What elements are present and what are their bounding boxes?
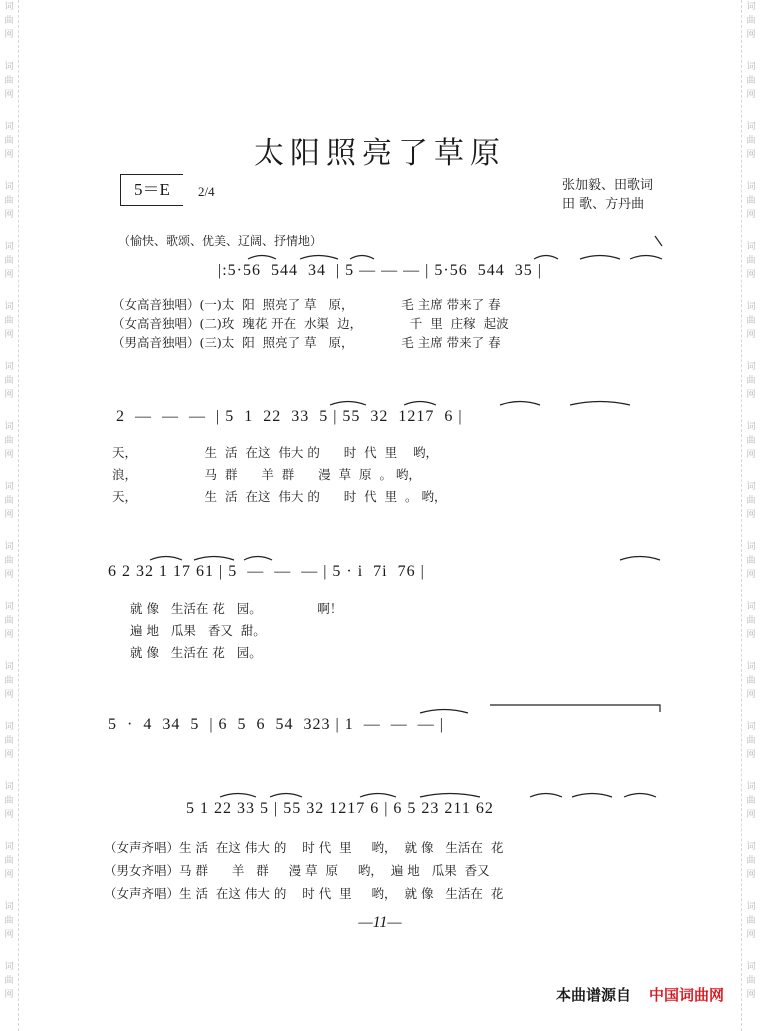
slur-mark: [534, 256, 558, 260]
watermark-glyph: 词: [746, 362, 756, 372]
slur-mark: [330, 402, 366, 406]
watermark-glyph: 网: [746, 270, 756, 280]
slur-mark: [360, 794, 396, 798]
slur-mark: [630, 256, 662, 260]
watermark-glyph: 曲: [746, 436, 756, 446]
lyric-line: （女声齐唱）生 活 在这 伟大 的 时 代 里 哟， 就 像 生活在 花: [104, 840, 504, 855]
slur-mark: [420, 710, 468, 714]
source-footer: [556, 984, 724, 1005]
watermark-glyph: 词: [4, 602, 14, 612]
slur-mark: [194, 557, 234, 561]
slur-mark: [530, 794, 562, 798]
watermark-glyph: 网: [4, 90, 14, 100]
watermark-glyph: 曲: [4, 16, 14, 26]
watermark-glyph: 曲: [746, 196, 756, 206]
time-signature: 2/4: [198, 184, 215, 199]
watermark-glyph: 网: [746, 330, 756, 340]
lyric-line: 浪， 马 群 羊 群 漫 草 原 。 哟，: [112, 467, 421, 482]
lyricist-credit: 张加毅、田歌词: [562, 178, 654, 193]
watermark-glyph: 词: [4, 362, 14, 372]
watermark-glyph: 网: [746, 810, 756, 820]
watermark-glyph: 网: [4, 870, 14, 880]
watermark-glyph: 网: [746, 450, 756, 460]
watermark-glyph: 曲: [746, 856, 756, 866]
watermark-glyph: 曲: [4, 736, 14, 746]
composer-credit: 田 歌、方丹曲: [562, 197, 645, 212]
watermark-glyph: 词: [746, 242, 756, 252]
watermark-glyph: 网: [4, 570, 14, 580]
slur-mark: [404, 402, 436, 406]
key-signature-box: 5＝E: [120, 174, 183, 206]
slur-mark: [624, 794, 656, 798]
slur-mark: [420, 794, 480, 798]
watermark-glyph: 曲: [746, 616, 756, 626]
watermark-glyph: 词: [746, 302, 756, 312]
watermark-glyph: 网: [4, 270, 14, 280]
slur-mark: [244, 557, 272, 561]
watermark-glyph: 词: [746, 2, 756, 12]
watermark-glyph: 词: [4, 542, 14, 552]
watermark-glyph: 词: [4, 302, 14, 312]
watermark-glyph: 网: [4, 990, 14, 1000]
watermark-glyph: 网: [746, 990, 756, 1000]
watermark-glyph: 词: [4, 782, 14, 792]
watermark-glyph: 曲: [4, 556, 14, 566]
watermark-glyph: 曲: [746, 16, 756, 26]
slur-mark: [350, 256, 374, 260]
footer-source-label: 本曲谱源自: [555, 986, 631, 1004]
watermark-glyph: 曲: [4, 136, 14, 146]
watermark-glyph: 词: [746, 602, 756, 612]
slur-mark: [580, 256, 620, 260]
watermark-glyph: 曲: [4, 856, 14, 866]
watermark-glyph: 词: [746, 62, 756, 72]
watermark-glyph: 曲: [746, 736, 756, 746]
volta-bracket: [490, 705, 660, 712]
watermark-glyph: 词: [4, 122, 14, 132]
watermark-glyph: 网: [746, 90, 756, 100]
watermark-glyph: 曲: [746, 136, 756, 146]
watermark-glyph: 网: [4, 330, 14, 340]
watermark-glyph: 曲: [4, 916, 14, 926]
watermark-glyph: 词: [4, 182, 14, 192]
watermark-glyph: 网: [746, 570, 756, 580]
watermark-glyph: 词: [746, 122, 756, 132]
watermark-glyph: 曲: [746, 676, 756, 686]
watermark-glyph: 网: [746, 390, 756, 400]
watermark-glyph: 网: [4, 150, 14, 160]
lyric-line: 天， 生 活 在这 伟大 的 时 代 里 。 哟，: [112, 489, 447, 504]
watermark-glyph: 词: [4, 962, 14, 972]
watermark-glyph: 网: [746, 690, 756, 700]
notation-line: 5 · 4 34 5 | 6 5 6 54 323 | 1 — — — |: [108, 716, 444, 733]
notation-line: 5 1 22 33 5 | 55 32 1217 6 | 6 5 23 211 62: [186, 800, 494, 817]
watermark-glyph: 词: [4, 842, 14, 852]
watermark-glyph: 词: [4, 62, 14, 72]
watermark-glyph: 曲: [4, 676, 14, 686]
slur-mark: [220, 794, 256, 798]
watermark-glyph: 曲: [4, 376, 14, 386]
notation-line: 2 — — — | 5 1 22 33 5 | 55 32 1217 6 |: [116, 408, 463, 425]
watermark-glyph: 词: [4, 902, 14, 912]
watermark-glyph: 网: [4, 690, 14, 700]
watermark-glyph: 网: [746, 150, 756, 160]
watermark-glyph: 网: [746, 30, 756, 40]
watermark-glyph: 曲: [746, 796, 756, 806]
slur-mark: [270, 794, 302, 798]
page-number: —11—: [358, 914, 402, 931]
watermark-glyph: 词: [4, 662, 14, 672]
watermark-glyph: 曲: [746, 376, 756, 386]
watermark-glyph: 词: [746, 782, 756, 792]
watermark-glyph: 词: [4, 2, 14, 12]
watermark-glyph: 网: [4, 30, 14, 40]
watermark-glyph: 词: [4, 422, 14, 432]
watermark-glyph: 曲: [4, 496, 14, 506]
watermark-glyph: 网: [746, 210, 756, 220]
watermark-glyph: 词: [746, 482, 756, 492]
lyric-line: （女高音独唱）(二)玫 瑰花 开在 水渠 边， 千 里 庄稼 起波: [112, 316, 509, 331]
notation-line: |:5·56 544 34 | 5 — — — | 5·56 544 35 |: [218, 262, 542, 279]
slur-mark: [620, 557, 660, 561]
slur-mark: [500, 402, 540, 406]
lyric-line: （女高音独唱）(一)太 阳 照亮了 草 原， 毛 主席 带来了 春: [112, 297, 501, 312]
notation-line: 6 2 32 1 17 61 | 5 — — — | 5 · i 7i 76 |: [108, 563, 425, 580]
watermark-glyph: 网: [746, 870, 756, 880]
watermark-glyph: 词: [746, 962, 756, 972]
watermark-glyph: 网: [746, 930, 756, 940]
watermark-glyph: 曲: [746, 976, 756, 986]
page-title: 太阳照亮了草原: [254, 136, 506, 171]
watermark-glyph: 词: [746, 842, 756, 852]
watermark-glyph: 曲: [746, 256, 756, 266]
lyric-line: （男女齐唱）马 群 羊 群 漫 草 原 哟， 遍 地 瓜果 香又: [104, 863, 490, 878]
watermark-glyph: 网: [4, 390, 14, 400]
lyric-line: 天， 生 活 在这 伟大 的 时 代 里 哟，: [112, 445, 438, 460]
watermark-glyph: 网: [4, 930, 14, 940]
watermark-glyph: 词: [746, 902, 756, 912]
watermark-glyph: 曲: [4, 76, 14, 86]
lyric-line: 就 像 生活在 花 园。 啊！: [130, 601, 343, 616]
slur-mark: [150, 557, 182, 561]
watermark-glyph: 词: [746, 662, 756, 672]
watermark-glyph: 曲: [746, 916, 756, 926]
watermark-glyph: 网: [4, 210, 14, 220]
watermark-glyph: 词: [746, 542, 756, 552]
watermark-glyph: 词: [746, 722, 756, 732]
watermark-glyph: 曲: [4, 196, 14, 206]
watermark-glyph: 词: [4, 242, 14, 252]
watermark-glyph: 网: [746, 510, 756, 520]
watermark-glyph: 曲: [4, 436, 14, 446]
watermark-glyph: 曲: [746, 496, 756, 506]
watermark-glyph: 网: [4, 450, 14, 460]
watermark-glyph: 网: [746, 750, 756, 760]
watermark-glyph: 词: [4, 722, 14, 732]
watermark-glyph: 曲: [4, 316, 14, 326]
watermark-glyph: 曲: [4, 256, 14, 266]
slur-mark: [572, 794, 612, 798]
watermark-glyph: 曲: [4, 616, 14, 626]
watermark-glyph: 曲: [4, 976, 14, 986]
watermark-glyph: 词: [746, 182, 756, 192]
watermark-glyph: 网: [746, 630, 756, 640]
watermark-glyph: 曲: [4, 796, 14, 806]
lyric-line: （女声齐唱）生 活 在这 伟大 的 时 代 里 哟， 就 像 生活在 花: [104, 886, 504, 901]
watermark-glyph: 词: [746, 422, 756, 432]
watermark-glyph: 网: [4, 810, 14, 820]
footer-site-link[interactable]: 中国词曲网: [648, 986, 724, 1004]
watermark-glyph: 曲: [746, 316, 756, 326]
slur-mark: [248, 256, 276, 260]
lyric-line: （男高音独唱）(三)太 阳 照亮了 草 原， 毛 主席 带来了 春: [112, 335, 501, 350]
pen-mark: [655, 236, 662, 246]
watermark-glyph: 词: [4, 482, 14, 492]
watermark-glyph: 网: [4, 510, 14, 520]
watermark-glyph: 网: [4, 630, 14, 640]
lyric-line: 就 像 生活在 花 园。: [130, 645, 262, 660]
lyric-line: 遍 地 瓜果 香又 甜。: [130, 623, 266, 638]
tempo-marking: （愉快、歌颂、优美、辽阔、抒情地）: [118, 234, 323, 248]
slur-mark: [570, 402, 630, 406]
watermark-glyph: 曲: [746, 76, 756, 86]
watermark-glyph: 曲: [746, 556, 756, 566]
watermark-glyph: 网: [4, 750, 14, 760]
slur-mark: [300, 256, 338, 260]
